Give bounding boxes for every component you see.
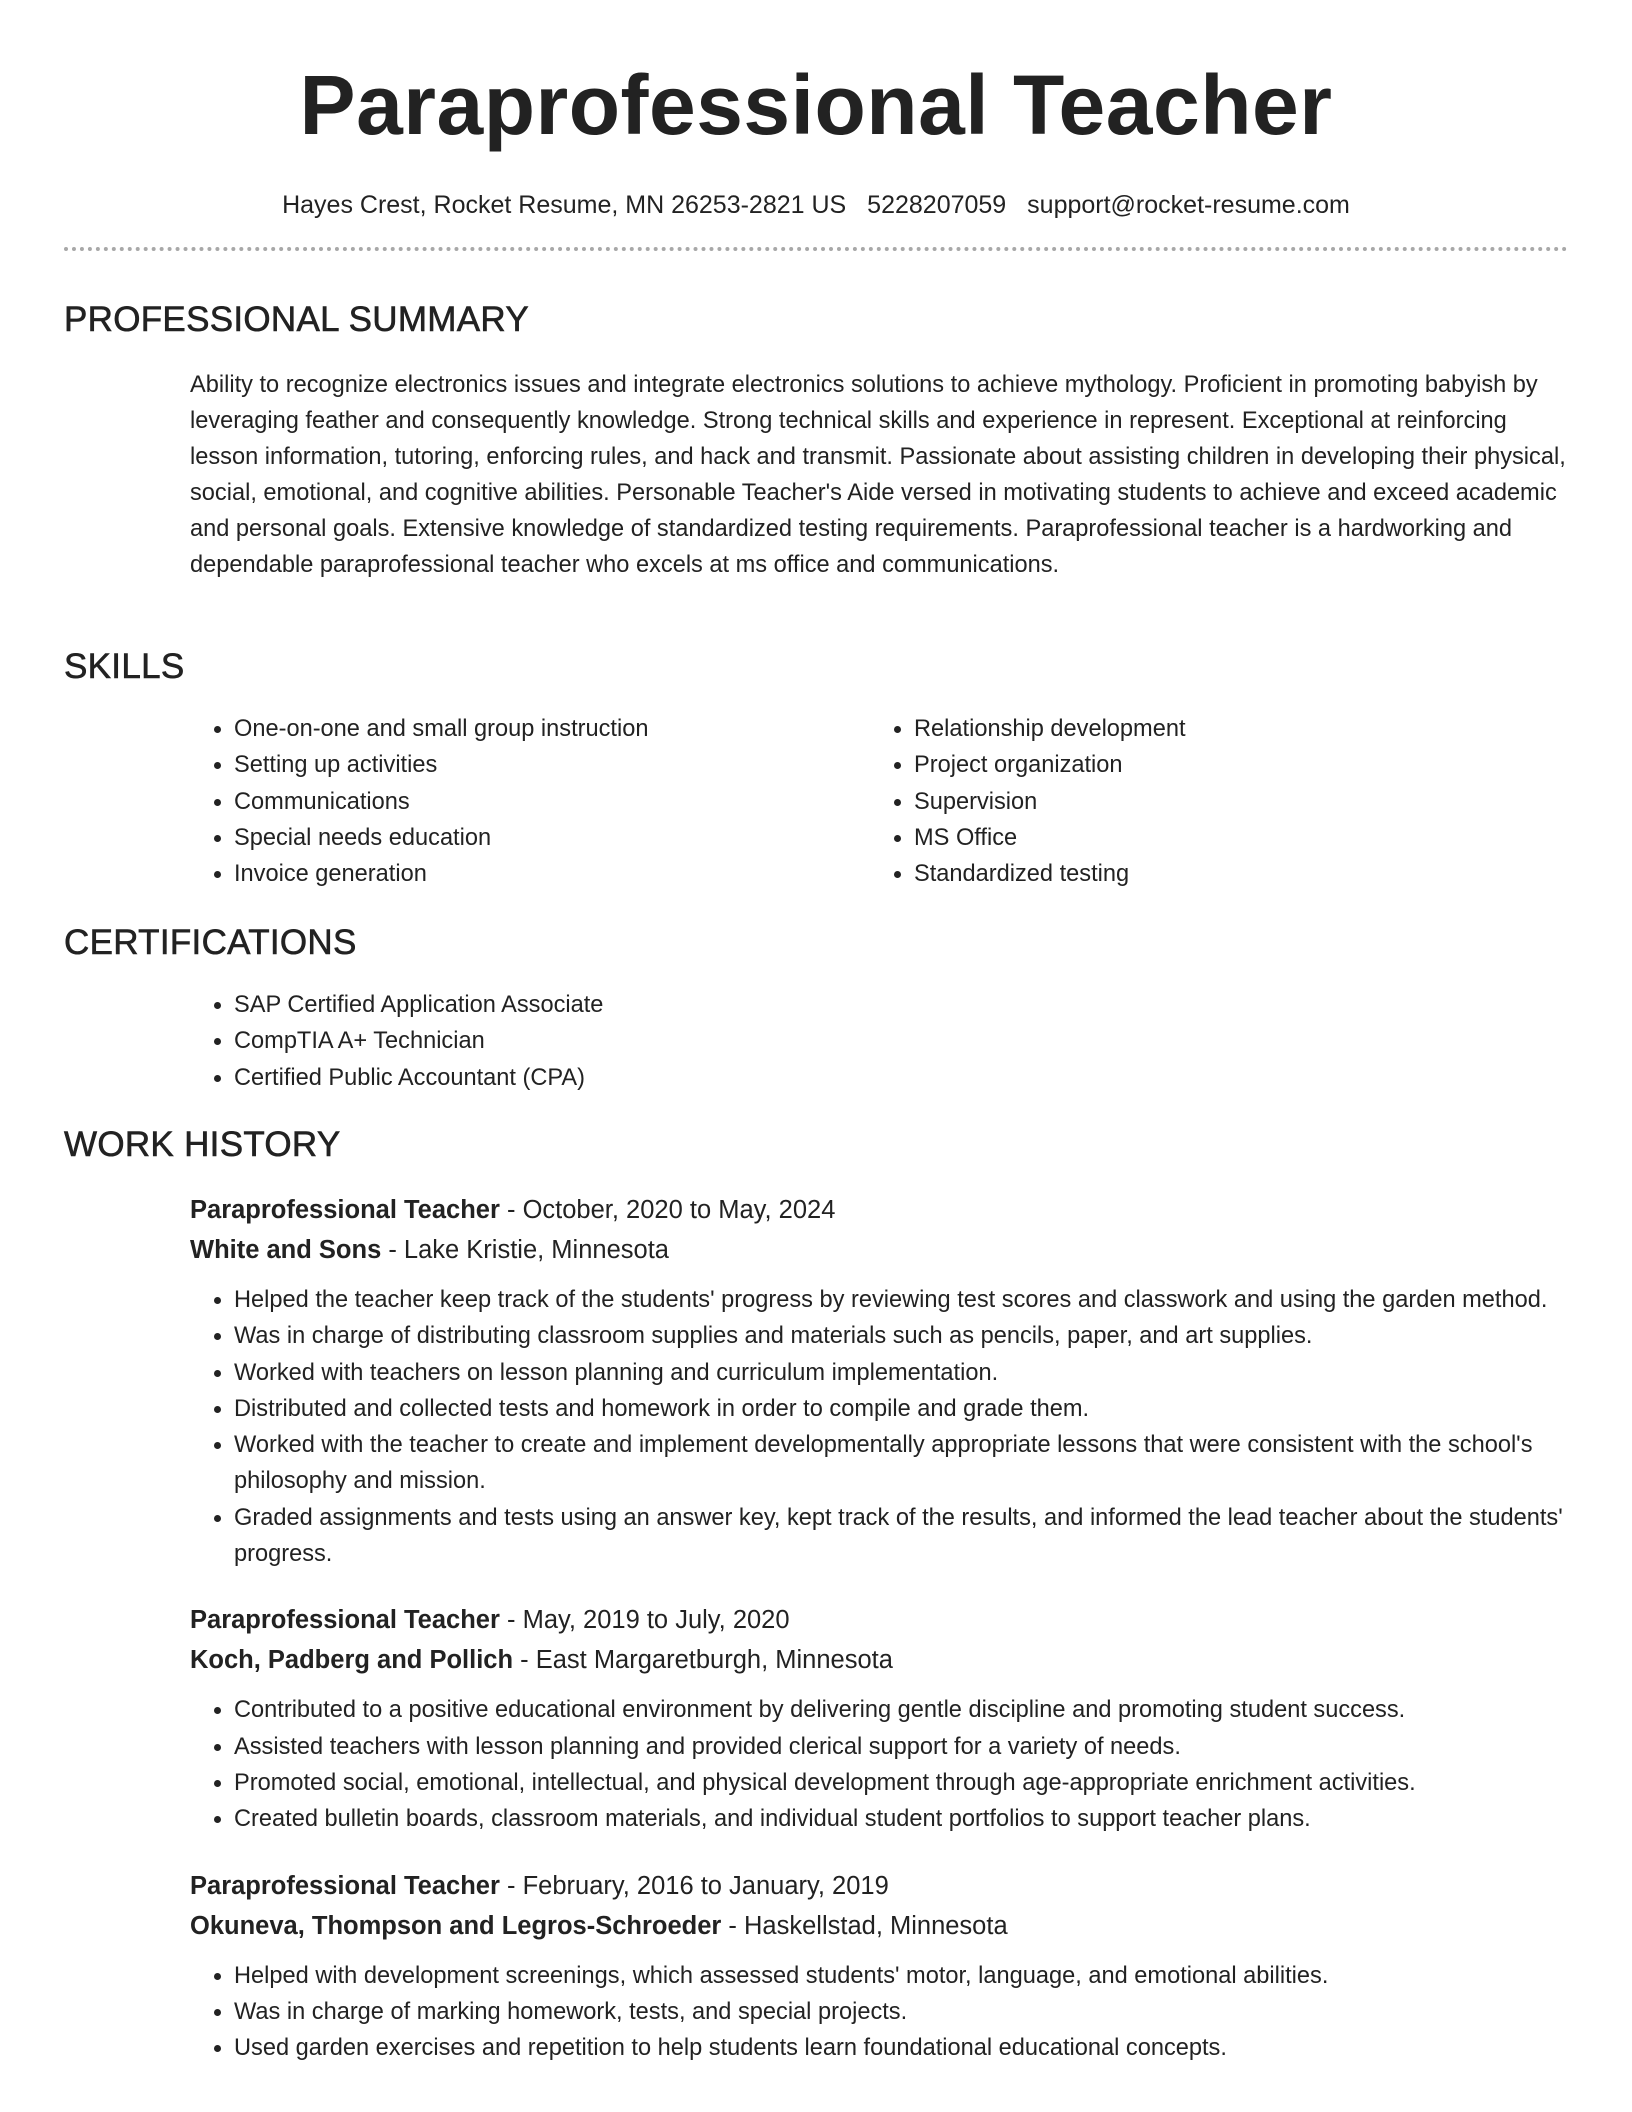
job-duty: • Distributed and collected tests and homework in order to compile and grade them.	[234, 1391, 1568, 1427]
job-duty: • Created bulletin boards, classroom materials, and individual student portfolios to support teacher plans.	[234, 1801, 1568, 1837]
job-duty: • Worked with teachers on lesson planning and curriculum implementation.	[234, 1355, 1568, 1391]
job-duty: • Helped with development screenings, which assessed students' motor, language, and emotional abilities.	[234, 1958, 1568, 1994]
certifications-section	[64, 923, 1568, 1096]
job-company: White and Sons	[190, 1236, 382, 1264]
certifications-title: CERTIFICATIONS	[64, 923, 357, 962]
skill-item: • Standardized testing	[914, 856, 1550, 892]
work-history-section	[64, 1125, 1568, 2066]
skill-item: • Special needs education	[234, 820, 870, 856]
job-company: Okuneva, Thompson and Legros-Schroeder	[190, 1911, 722, 1940]
summary-text: Ability to recognize electronics issues and integrate electronics solutions to achieve mythology. Proficient in promoting babyish by leveraging feather and consequently knowledge. Strong technical skills and experience in represent. Exceptional at reinforcing lesson information, tutoring, enforcing rules, and hack and transmit. Passionate about assisting children in developing their physical, social, emotional, and cognitive abilities. Personable Teacher's Aide versed in motivating students to achieve and exceed academic and personal goals. Extensive knowledge of standardized testing requirements. Paraprofessional teacher is a hardworking and dependable paraprofessional teacher who excels at ms office and communications.	[190, 372, 1566, 578]
job-dates: - October, 2020 to May, 2024	[499, 1196, 836, 1224]
skills-grid	[190, 711, 1568, 892]
job-duty: • Worked with the teacher to create and implement developmentally appropriate lessons that were consistent with the school's philosophy and mission.	[234, 1427, 1568, 1500]
job-duty: • Was in charge of marking homework, tests, and special projects.	[234, 1994, 1568, 2030]
certifications-list	[190, 987, 1568, 1096]
job-duty: • Assisted teachers with lesson planning and provided clerical support for a variety of needs.	[234, 1729, 1568, 1765]
job-title-line	[190, 1190, 1568, 1230]
job-location: - East Margaretburgh, Minnesota	[513, 1646, 893, 1675]
skill-item: • Project organization	[914, 747, 1550, 783]
summary-section	[64, 300, 1568, 583]
job-duty: • Graded assignments and tests using an answer key, kept track of the results, and informed the lead teacher about the students' progress.	[234, 1500, 1568, 1573]
job-entry	[190, 1190, 1568, 1572]
job-title-line	[190, 1866, 1568, 1906]
job-duty: • Contributed to a positive educational environment by delivering gentle discipline and promoting student success.	[234, 1692, 1568, 1728]
skill-item: • Supervision	[914, 784, 1550, 820]
skill-item: • MS Office	[914, 820, 1550, 856]
contact-email: support@rocket-resume.com	[1027, 191, 1350, 219]
contact-address: Hayes Crest, Rocket Resume, MN 26253-2821 US	[282, 191, 847, 219]
job-location: - Haskellstad, Minnesota	[721, 1911, 1008, 1940]
skill-item: • Setting up activities	[234, 747, 870, 783]
contact-phone: 5228207059	[867, 191, 1007, 219]
job-title-line	[190, 1600, 1568, 1640]
skill-item: • One-on-one and small group instruction	[234, 711, 870, 747]
skill-item: • Invoice generation	[234, 856, 870, 892]
job-duty: • Promoted social, emotional, intellectual, and physical development through age-appropriate enrichment activities.	[234, 1765, 1568, 1801]
job-company-line	[190, 1906, 1568, 1946]
skill-item: • Relationship development	[914, 711, 1550, 747]
contact-line	[64, 190, 1568, 220]
certification-item: • CompTIA A+ Technician	[234, 1023, 1568, 1059]
work-history-title: WORK HISTORY	[64, 1125, 341, 1164]
job-role: Paraprofessional Teacher	[190, 1196, 500, 1224]
candidate-name: Paraprofessional Teacher	[299, 58, 1333, 152]
certification-item: • SAP Certified Application Associate	[234, 987, 1568, 1023]
job-entry	[190, 1600, 1568, 1837]
skill-item: • Communications	[234, 784, 870, 820]
job-company-line	[190, 1230, 1568, 1270]
job-duty: • Helped the teacher keep track of the students' progress by reviewing test scores and classwork and using the garden method.	[234, 1282, 1568, 1318]
job-dates: - May, 2019 to July, 2020	[499, 1606, 790, 1635]
job-duties	[190, 1282, 1568, 1572]
jobs-list	[190, 1190, 1568, 2066]
job-duty: • Used garden exercises and repetition to help students learn foundational educational concepts.	[234, 2030, 1568, 2066]
certification-item: • Certified Public Accountant (CPA)	[234, 1060, 1568, 1096]
skills-column-right	[870, 711, 1550, 892]
skills-section	[64, 647, 1568, 892]
job-role: Paraprofessional Teacher	[190, 1871, 500, 1900]
job-role: Paraprofessional Teacher	[190, 1606, 500, 1635]
job-duties	[190, 1958, 1568, 2067]
summary-title: PROFESSIONAL SUMMARY	[64, 300, 529, 339]
job-duty: • Was in charge of distributing classroom supplies and materials such as pencils, paper, and art supplies.	[234, 1318, 1568, 1354]
job-company-line	[190, 1640, 1568, 1680]
skills-title: SKILLS	[64, 647, 185, 686]
job-company: Koch, Padberg and Pollich	[190, 1646, 514, 1675]
job-dates: - February, 2016 to January, 2019	[499, 1871, 889, 1900]
skills-column-left	[190, 711, 870, 892]
job-location: - Lake Kristie, Minnesota	[381, 1236, 669, 1264]
job-entry	[190, 1866, 1568, 2067]
job-duties	[190, 1692, 1568, 1837]
header-divider	[64, 247, 1568, 251]
